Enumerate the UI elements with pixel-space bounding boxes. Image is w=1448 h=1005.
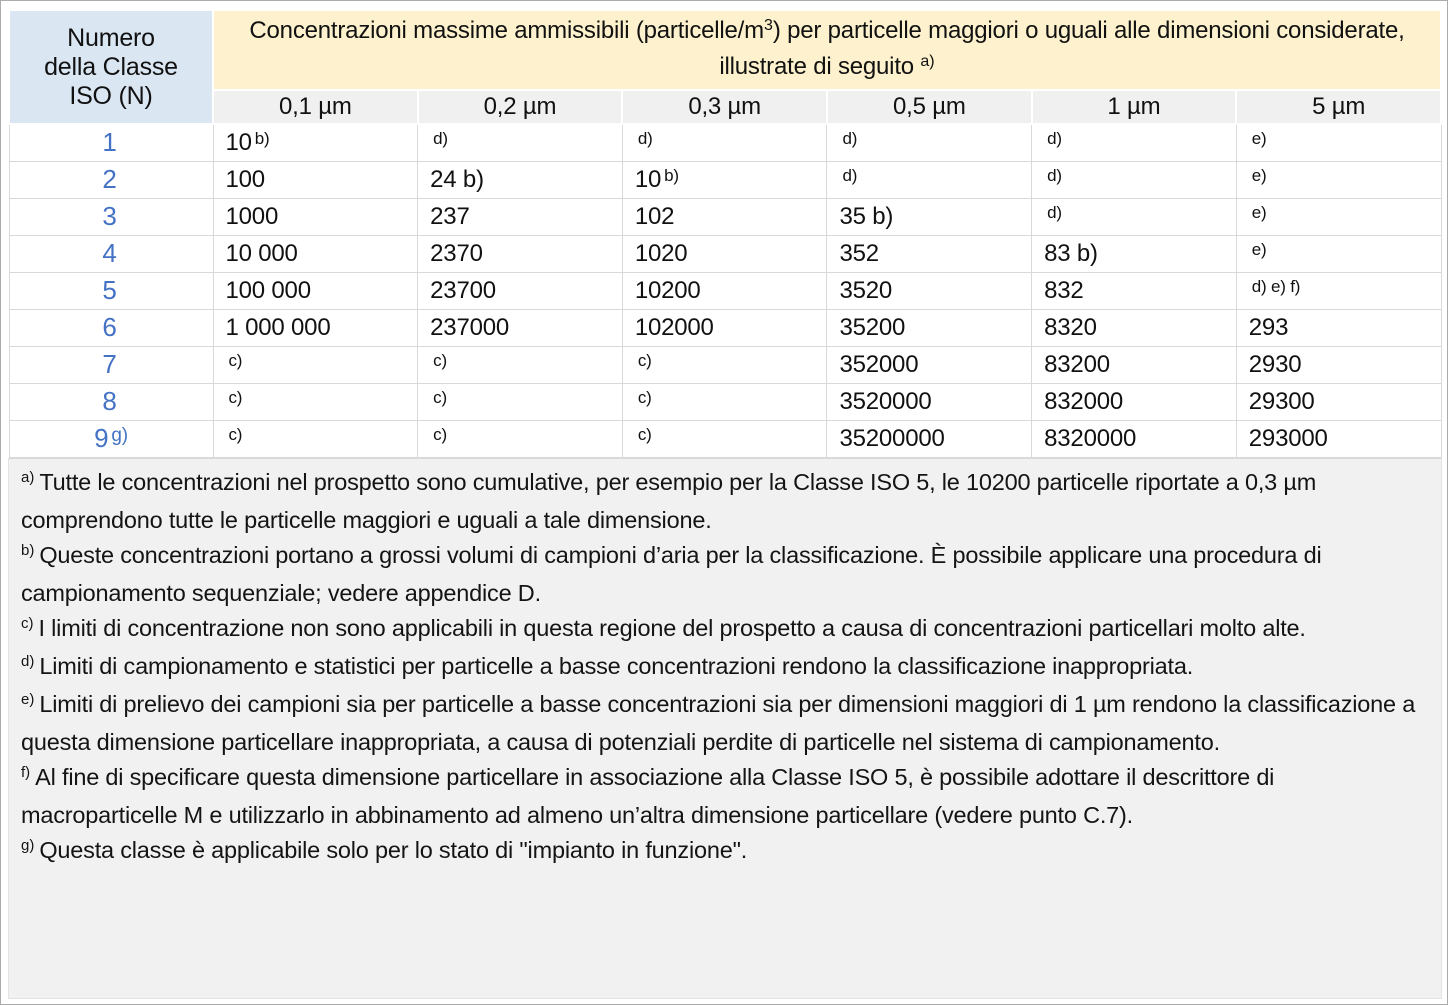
- table-row: [9, 420, 1441, 457]
- concentration-cell: [418, 161, 623, 198]
- concentration-value: 29300: [1248, 387, 1315, 415]
- class-number-cell: [9, 383, 213, 420]
- size-header-0-3um: 0,3 µm: [622, 90, 827, 124]
- footnote-reference: c): [637, 424, 652, 444]
- footnote-reference: e): [1251, 239, 1267, 259]
- footnote: [21, 833, 1429, 871]
- concentration-value: 2370: [430, 239, 483, 267]
- concentration-value: 102000: [634, 313, 714, 341]
- footnote-reference: e): [1251, 202, 1267, 222]
- main-header-text: Concentrazioni massime ammissibili (particelle/m: [249, 17, 764, 44]
- footnote-letter: g): [21, 836, 35, 854]
- concentration-cell: [418, 272, 623, 309]
- footnote-reference: c): [433, 387, 447, 407]
- concentration-value: 1 000 000: [225, 313, 331, 341]
- footnote-reference: d) e) f): [1251, 276, 1301, 296]
- footnote-letter: e): [21, 690, 35, 708]
- footnote-reference: d): [637, 128, 653, 148]
- concentration-value: 10200: [634, 276, 701, 304]
- footnote-reference: d): [433, 128, 448, 148]
- concentration-cell: [622, 235, 827, 272]
- concentration-cell: [827, 383, 1032, 420]
- class-number-cell: [9, 235, 213, 272]
- concentration-cell: [418, 235, 623, 272]
- concentration-value: 237000: [430, 313, 510, 341]
- concentration-value: 832000: [1044, 387, 1124, 415]
- concentration-cell: [1032, 124, 1237, 161]
- concentration-value: 3520000: [839, 387, 932, 415]
- footnote: [21, 760, 1429, 833]
- footnote-reference: d): [842, 128, 858, 148]
- footnote-reference: c): [228, 387, 243, 407]
- concentration-cell: [622, 198, 827, 235]
- concentration-value: 24 b): [430, 165, 484, 193]
- concentration-cell: [418, 420, 623, 457]
- concentration-cell: [418, 309, 623, 346]
- table-row: [9, 383, 1441, 420]
- class-number: 8: [102, 386, 117, 416]
- size-header-0-5um: 0,5 µm: [827, 90, 1032, 124]
- class-number-cell: [9, 198, 213, 235]
- concentration-cell: [827, 346, 1032, 383]
- size-header-1um: 1 µm: [1032, 90, 1237, 124]
- concentration-value: 83200: [1044, 350, 1110, 378]
- iso-class-table: [8, 9, 1442, 458]
- concentration-cell: [213, 346, 418, 383]
- concentration-value: 102: [634, 202, 675, 230]
- concentration-value: 35200: [839, 313, 906, 341]
- table-row: [9, 346, 1441, 383]
- concentration-cell: [827, 124, 1032, 161]
- concentration-cell: [622, 346, 827, 383]
- footnote-letter: f): [21, 763, 31, 781]
- footnote: [21, 687, 1429, 760]
- table-row: [9, 272, 1441, 309]
- concentration-cell: [622, 272, 827, 309]
- concentration-cell: [622, 124, 827, 161]
- footnote-reference: c): [637, 387, 652, 407]
- footnote-text: Questa classe è applicabile solo per lo stato di "impianto in funzione".: [39, 836, 748, 863]
- concentration-value: 352000: [839, 350, 919, 378]
- concentration-value: 8320000: [1044, 424, 1137, 452]
- concentration-value: 3520: [839, 276, 893, 304]
- concentration-cell: [1236, 161, 1441, 198]
- class-number-cell: [9, 161, 213, 198]
- concentration-cell: [213, 235, 418, 272]
- class-number: 2: [102, 164, 117, 194]
- concentration-value: 23700: [430, 276, 496, 304]
- class-number: 5: [102, 275, 117, 305]
- concentration-cell: [1032, 346, 1237, 383]
- concentration-cell: [622, 420, 827, 457]
- footnote-letter: b): [21, 541, 35, 559]
- main-header-text: ) per particelle maggiori o uguali alle dimensioni considerate, illustrate di seguito: [719, 17, 1405, 80]
- footnote-reference: e): [1251, 128, 1267, 148]
- footnote-reference: d): [1047, 165, 1062, 185]
- concentration-cell: [1032, 161, 1237, 198]
- concentration-value: 35200000: [839, 424, 945, 452]
- class-number: 1: [102, 127, 117, 158]
- class-number: 9: [94, 423, 109, 453]
- concentration-cell: [418, 124, 623, 161]
- concentration-cell: [622, 383, 827, 420]
- concentration-value: 2930: [1248, 350, 1302, 378]
- concentration-cell: [213, 161, 418, 198]
- concentration-cell: [213, 383, 418, 420]
- size-header-row: [9, 90, 1441, 124]
- concentration-cell: [1032, 272, 1237, 309]
- footnote-reference: c): [433, 350, 447, 370]
- concentration-value: 10: [225, 128, 252, 156]
- footnote-reference: c): [228, 424, 243, 444]
- table-row: [9, 309, 1441, 346]
- footnote: [21, 611, 1429, 649]
- concentration-cell: [827, 309, 1032, 346]
- class-number-cell: [9, 420, 213, 457]
- footnote-text: Tutte le concentrazioni nel prospetto sono cumulative, per esempio per la Classe ISO 5, le 10200 particelle riportate a 0,3 µm comprendono tutte le particelle maggiori e uguali a tale dimensione.: [21, 468, 1317, 533]
- concentration-cell: [1236, 346, 1441, 383]
- footnote: [21, 538, 1429, 611]
- concentration-cell: [213, 198, 418, 235]
- class-number: 6: [102, 312, 117, 342]
- concentration-value: 1020: [634, 239, 688, 267]
- concentration-cell: [827, 198, 1032, 235]
- concentration-cell: [827, 235, 1032, 272]
- concentration-value: 832: [1044, 276, 1084, 304]
- footnote: [21, 465, 1429, 538]
- concentration-cell: [1236, 309, 1441, 346]
- concentration-cell: [1236, 198, 1441, 235]
- class-number: 7: [102, 349, 117, 379]
- footnote-text: I limiti di concentrazione non sono applicabili in questa regione del prospetto a causa di concentrazioni particellari molto alte.: [38, 614, 1306, 641]
- footnote-text: Limiti di campionamento e statistici per particelle a basse concentrazioni rendono la classificazione inappropriata.: [39, 652, 1194, 679]
- concentration-cell: [213, 124, 418, 161]
- footnote-letter: c): [21, 614, 34, 632]
- footnote-a-reference: a): [920, 53, 935, 70]
- concentration-cell: [827, 161, 1032, 198]
- concentration-cell: [1236, 124, 1441, 161]
- concentration-value: 10 000: [225, 239, 298, 267]
- concentration-value: 1000: [225, 202, 279, 230]
- concentration-cell: [622, 161, 827, 198]
- class-number: 4: [102, 238, 117, 268]
- table-row: [9, 235, 1441, 272]
- footnote-letter: d): [21, 652, 35, 670]
- concentration-cell: [1032, 383, 1237, 420]
- corner-header-line: Numero: [67, 23, 155, 52]
- concentration-cell: [622, 309, 827, 346]
- class-number: 3: [102, 201, 117, 231]
- size-header-5um: 5 µm: [1236, 90, 1441, 124]
- concentration-cell: [1032, 420, 1237, 457]
- footnote: [21, 649, 1429, 687]
- concentration-cell: [418, 198, 623, 235]
- footnote-text: Limiti di prelievo dei campioni sia per particelle a basse concentrazioni sia per dimensioni maggiori di 1 µm rendono la classificazione a questa dimensione particellare inappropriata, a causa di potenziali perdite di particelle nel sistema di campionamento.: [21, 690, 1416, 755]
- concentration-cell: [827, 420, 1032, 457]
- concentration-cell: [418, 383, 623, 420]
- footnotes-section: [8, 458, 1442, 999]
- concentration-cell: [1236, 383, 1441, 420]
- table-header: [9, 10, 1441, 124]
- table-row: [9, 161, 1441, 198]
- concentration-cell: [213, 309, 418, 346]
- class-number-cell: [9, 309, 213, 346]
- footnote-reference: b): [254, 128, 270, 148]
- footnote-reference: d): [1047, 128, 1062, 148]
- concentration-value: 100 000: [225, 276, 311, 304]
- footnote-reference: d): [842, 165, 858, 185]
- concentration-value: 100: [225, 165, 265, 193]
- table-row: [9, 198, 1441, 235]
- concentration-cell: [1032, 235, 1237, 272]
- table-body: [9, 124, 1441, 457]
- concentration-value: 10: [634, 165, 662, 193]
- concentration-cell: [1236, 272, 1441, 309]
- concentration-value: 237: [430, 202, 470, 230]
- footnote-reference: c): [433, 424, 447, 444]
- footnote-reference: d): [1047, 202, 1062, 222]
- corner-header-line: ISO (N): [69, 81, 153, 110]
- footnote-reference: c): [228, 350, 243, 370]
- footnote-reference: c): [637, 350, 652, 370]
- concentration-cell: [1236, 235, 1441, 272]
- concentration-value: 352: [839, 239, 879, 267]
- size-header-0-2um: 0,2 µm: [418, 90, 623, 124]
- concentration-value: 8320: [1044, 313, 1097, 341]
- class-footnote-reference: g): [111, 425, 128, 446]
- concentration-cell: [418, 346, 623, 383]
- footnote-reference: b): [664, 165, 679, 185]
- concentration-cell: [213, 272, 418, 309]
- class-number-cell: [9, 124, 213, 161]
- footnote-reference: e): [1251, 165, 1267, 185]
- corner-header-line: della Classe: [44, 52, 178, 81]
- concentration-cell: [1032, 198, 1237, 235]
- class-number-cell: [9, 272, 213, 309]
- concentration-cell: [1236, 420, 1441, 457]
- size-header-0-1um: 0,1 µm: [213, 90, 418, 124]
- table-row: [9, 124, 1441, 161]
- class-number-cell: [9, 346, 213, 383]
- concentration-value: 83 b): [1044, 239, 1098, 267]
- concentration-cell: [213, 420, 418, 457]
- corner-header-cell: [9, 10, 213, 124]
- footnote-text: Queste concentrazioni portano a grossi volumi di campioni d’aria per la classificazione. È possibile applicare una procedura di campionamento sequenziale; vedere appendice D.: [21, 541, 1322, 606]
- concentration-value: 293000: [1248, 424, 1328, 452]
- concentration-value: 293: [1248, 313, 1289, 341]
- concentration-cell: [827, 272, 1032, 309]
- main-header-cell: [213, 10, 1441, 90]
- cubic-meter-superscript: 3: [763, 17, 773, 34]
- footnote-letter: a): [21, 468, 35, 486]
- concentration-value: 35 b): [839, 202, 894, 230]
- footnote-text: Al fine di specificare questa dimensione particellare in associazione alla Classe ISO 5, è possibile adottare il descrittore di macroparticelle M e utilizzarlo in abbinamento ad almeno un’altra dimensione particellare (vedere punto C.7).: [21, 763, 1275, 828]
- concentration-cell: [1032, 309, 1237, 346]
